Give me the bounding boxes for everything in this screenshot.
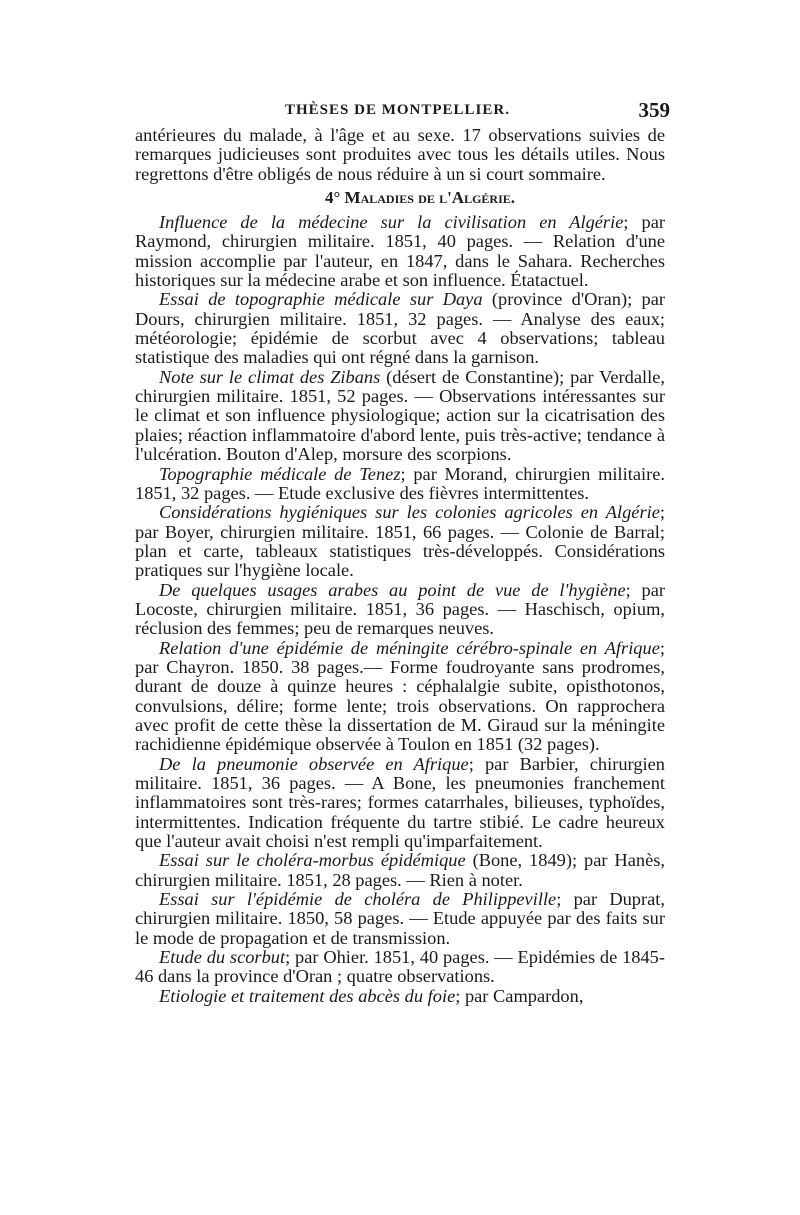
bibliography-entry: [135, 290, 665, 367]
bibliography-entry: [135, 890, 665, 948]
entry-text: ; par Boyer, chirurgien militaire. 1851, 66 pages. — Colonie de Barral; plan et carte, tableaux statistiques très-développés. Considérations pratiques sur l'hygiène locale.: [135, 502, 665, 581]
bibliography-entry: [135, 639, 665, 755]
bibliography-entry: [135, 581, 665, 639]
section-heading: 4° Maladies de l'Algérie.: [324, 188, 516, 208]
page-body: [135, 126, 665, 1006]
entry-text: (désert de Constantine); par Verdalle, chirurgien militaire. 1851, 52 pages. — Observations intéressantes sur le climat et son influence physiologique; action sur la cicatrisation des plaies; réaction inflammatoire d'abord lente, puis très-active; tendance à l'ulcération. Bouton d'Alep, morsure des scorpions.: [135, 366, 665, 465]
continued-paragraph: antérieures du malade, à l'âge et au sexe. 17 observations suivies de remarques judicieuses sont produites avec tous les détails utiles. Nous regrettons d'être obligés de nous réduire à un si court sommaire.: [135, 125, 665, 184]
entry-title: Note sur le climat des Zibans: [159, 366, 381, 387]
entry-title: Etiologie et traitement des abcès du foie: [159, 985, 456, 1006]
entry-text: ; par Duprat, chirurgien militaire. 1850, 58 pages. — Etude appuyée par des faits sur le mode de propagation et de transmission.: [135, 889, 665, 948]
entry-title: Influence de la médecine sur la civilisation en Algérie: [159, 212, 624, 233]
bibliography-entry: [135, 503, 665, 580]
entry-title: Essai sur l'épidémie de choléra de Philippeville: [159, 889, 557, 910]
running-title: THÈSES DE MONTPELLIER.: [285, 102, 510, 118]
bibliography-entry: [135, 213, 665, 290]
bibliography-entry: [135, 368, 665, 465]
page-number: 359: [638, 98, 670, 122]
entry-title: De la pneumonie observée en Afrique: [159, 753, 469, 774]
entry-text: ; par Chayron. 1850. 38 pages.— Forme foudroyante sans prodromes, durant de douze à quinze heures : céphalalgie subite, opisthotonos, convulsions, délire; forme lente; trois observations. On rapprochera avec profit de cette thèse la dissertation de M. Giraud sur la méningite rachidienne épidémique observée à Toulon en 1851 (32 pages).: [135, 637, 665, 755]
bibliography-entry: [135, 755, 665, 852]
entry-text: ; par Raymond, chirurgien militaire. 1851, 40 pages. — Relation d'une mission accomplie par l'auteur, en 1847, dans le Sahara. Recherches historiques sur la médecine arabe et son influence. Étatactuel.: [135, 212, 665, 291]
entry-title: Considérations hygiéniques sur les colonies agricoles en Algérie: [159, 502, 660, 523]
entry-title: De quelques usages arabes au point de vue de l'hygiène: [159, 579, 626, 600]
entry-text: (Bone, 1849); par Hanès, chirurgien militaire. 1851, 28 pages. — Rien à noter.: [135, 850, 665, 890]
entry-title: Relation d'une épidémie de méningite cérébro-spinale en Afrique: [159, 637, 660, 658]
entry-text: (province d'Oran); par Dours, chirurgien militaire. 1851, 32 pages. — Analyse des eaux; météorologie; épidémie de scorbut avec 4 observations; tableau statistique des maladies qui ont régné dans la garnison.: [135, 289, 665, 368]
entry-text: ; par Locoste, chirurgien militaire. 1851, 36 pages. — Haschisch, opium, réclusion des femmes; peu de remarques neuves.: [135, 579, 665, 639]
entry-text: ; par Ohier. 1851, 40 pages. — Epidémies de 1845-46 dans la province d'Oran ; quatre observations.: [135, 947, 666, 987]
entry-title: Etude du scorbut: [159, 947, 286, 968]
bibliography-entry: [135, 987, 665, 1006]
entry-title: Topographie médicale de Tenez: [159, 463, 401, 484]
bibliography-entry: [135, 465, 665, 504]
bibliography-entry: [135, 948, 665, 987]
entry-title: Essai de topographie médicale sur Daya: [159, 289, 483, 310]
bibliography-entry: [135, 851, 665, 890]
page-header: [135, 100, 670, 124]
entry-title: Essai sur le choléra-morbus épidémique: [159, 850, 466, 871]
entry-text: ; par Barbier, chirurgien militaire. 1851, 36 pages. — A Bone, les pneumonies franchement inflammatoires sont très-rares; formes catarrhales, bilieuses, typhoïdes, intermittentes. Indication fréquente du tartre stibié. Le cadre heureux que l'auteur avait choisi n'est rempli qu'imparfaitement.: [135, 753, 665, 852]
entry-text: ; par Campardon,: [455, 985, 584, 1006]
entry-text: ; par Morand, chirurgien militaire. 1851, 32 pages. — Etude exclusive des fièvres intermittentes.: [135, 463, 665, 503]
